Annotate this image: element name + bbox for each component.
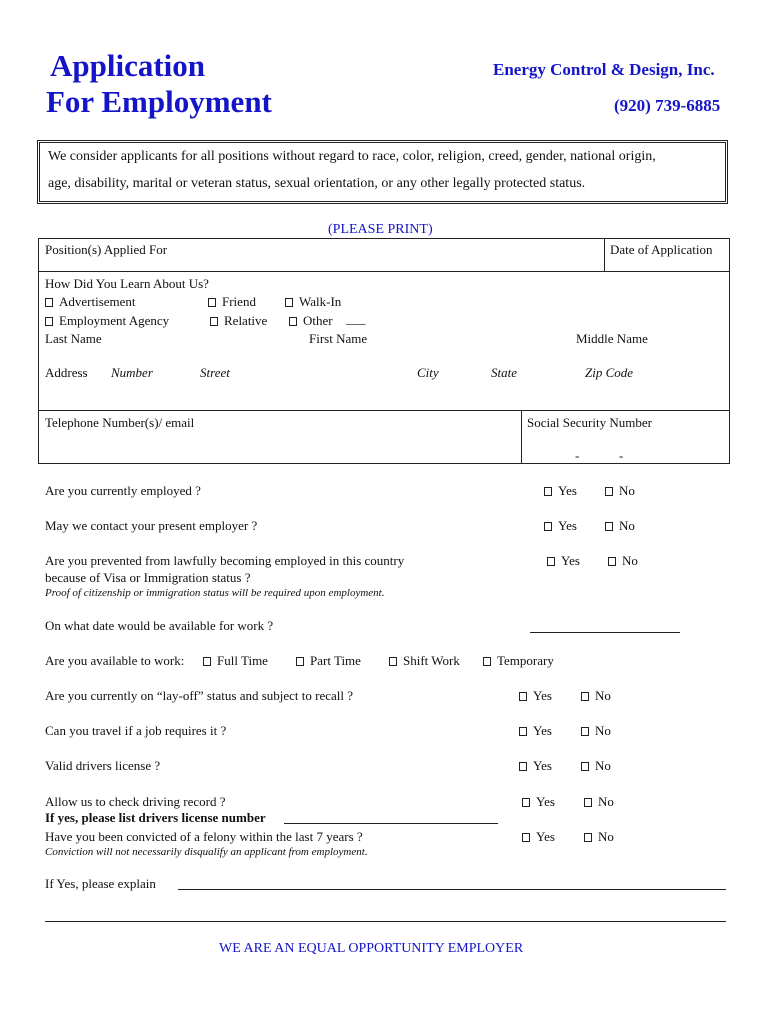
- checkbox-icon: [608, 557, 616, 566]
- date-of-application-field[interactable]: Date of Application: [610, 242, 713, 257]
- address-city-field[interactable]: City: [417, 365, 439, 380]
- record-yes-checkbox[interactable]: Yes: [522, 794, 555, 810]
- contact-yes-checkbox[interactable]: Yes: [544, 518, 577, 534]
- telephone-email-field[interactable]: Telephone Number(s)/ email: [45, 415, 195, 430]
- ssn-dash-2: -: [619, 448, 624, 463]
- checkbox-icon: [584, 798, 592, 807]
- license-number-input-line[interactable]: [284, 823, 498, 824]
- checkbox-icon: [522, 798, 530, 807]
- q-layoff: Are you currently on “lay-off” status and subject to recall ?: [45, 688, 354, 703]
- checkbox-icon: [605, 522, 613, 531]
- address-number-field[interactable]: Number: [111, 365, 153, 380]
- felony-note: Conviction will not necessarily disqualify an applicant from employment.: [45, 846, 368, 858]
- q-available-to-work: Are you available to work:: [45, 653, 185, 668]
- license-number-label: If yes, please list drivers license number: [45, 810, 266, 825]
- checkbox-icon: [289, 317, 297, 326]
- checkbox-icon: [45, 298, 53, 307]
- available-date-input-line[interactable]: [530, 632, 680, 633]
- q-available-date: On what date would be available for work ?: [45, 618, 274, 633]
- notice-line-1: We consider applicants for all positions without regard to race, color, religion, creed, gender, national origin,: [48, 149, 656, 164]
- visa-note: Proof of citizenship or immigration status will be required upon employment.: [45, 587, 385, 599]
- last-name-field[interactable]: Last Name: [45, 331, 102, 346]
- first-name-field[interactable]: First Name: [309, 331, 368, 346]
- felony-no-checkbox[interactable]: No: [584, 829, 614, 845]
- position-field[interactable]: Position(s) Applied For: [45, 242, 168, 257]
- part-time-checkbox[interactable]: Part Time: [296, 653, 361, 669]
- address-zip-field[interactable]: Zip Code: [585, 365, 634, 380]
- checkbox-icon: [544, 487, 552, 496]
- record-no-checkbox[interactable]: No: [584, 794, 614, 810]
- checkbox-icon: [584, 833, 592, 842]
- checkbox-icon: [519, 727, 527, 736]
- shift-work-checkbox[interactable]: Shift Work: [389, 653, 460, 669]
- checkbox-icon: [296, 657, 304, 666]
- q-travel: Can you travel if a job requires it ?: [45, 723, 227, 738]
- other-checkbox[interactable]: Other: [289, 313, 333, 329]
- form-title-line1: Application: [50, 48, 206, 83]
- checkbox-icon: [581, 762, 589, 771]
- form-title-line2: For Employment: [46, 84, 272, 119]
- q-currently-employed: Are you currently employed ?: [45, 483, 201, 498]
- explain-input-line-1[interactable]: [178, 889, 726, 890]
- please-print-label: (PLEASE PRINT): [328, 222, 433, 237]
- contact-no-checkbox[interactable]: No: [605, 518, 635, 534]
- checkbox-icon: [547, 557, 555, 566]
- walkin-checkbox[interactable]: Walk-In: [285, 294, 341, 310]
- checkbox-icon: [519, 692, 527, 701]
- license-no-checkbox[interactable]: No: [581, 758, 611, 774]
- company-phone: (920) 739-6885: [614, 96, 721, 115]
- layoff-yes-checkbox[interactable]: Yes: [519, 688, 552, 704]
- eeo-notice-box: [37, 140, 728, 204]
- license-yes-checkbox[interactable]: Yes: [519, 758, 552, 774]
- checkbox-icon: [203, 657, 211, 666]
- visa-no-checkbox[interactable]: No: [608, 553, 638, 569]
- checkbox-icon: [208, 298, 216, 307]
- layoff-no-checkbox[interactable]: No: [581, 688, 611, 704]
- checkbox-icon: [522, 833, 530, 842]
- other-blank[interactable]: ___: [346, 311, 366, 326]
- advertisement-checkbox[interactable]: Advertisement: [45, 294, 136, 310]
- friend-checkbox[interactable]: Friend: [208, 294, 256, 310]
- address-state-field[interactable]: State: [491, 365, 517, 380]
- employed-yes-checkbox[interactable]: Yes: [544, 483, 577, 499]
- ssn-field[interactable]: Social Security Number: [527, 415, 652, 430]
- travel-yes-checkbox[interactable]: Yes: [519, 723, 552, 739]
- notice-line-2: age, disability, marital or veteran status, sexual orientation, or any other legally protected status.: [48, 176, 586, 191]
- full-time-checkbox[interactable]: Full Time: [203, 653, 268, 669]
- employment-agency-checkbox[interactable]: Employment Agency: [45, 313, 169, 329]
- checkbox-icon: [285, 298, 293, 307]
- checkbox-icon: [389, 657, 397, 666]
- q-visa-line-1: Are you prevented from lawfully becoming employed in this country: [45, 553, 405, 568]
- q-contact-employer: May we contact your present employer ?: [45, 518, 258, 533]
- middle-name-field[interactable]: Middle Name: [576, 331, 648, 346]
- q-visa-line-2: because of Visa or Immigration status ?: [45, 570, 251, 585]
- travel-no-checkbox[interactable]: No: [581, 723, 611, 739]
- checkbox-icon: [581, 727, 589, 736]
- relative-checkbox[interactable]: Relative: [210, 313, 267, 329]
- checkbox-icon: [210, 317, 218, 326]
- learn-about-us-label: How Did You Learn About Us?: [45, 276, 209, 291]
- temporary-checkbox[interactable]: Temporary: [483, 653, 554, 669]
- visa-yes-checkbox[interactable]: Yes: [547, 553, 580, 569]
- address-label: Address: [45, 365, 88, 380]
- checkbox-icon: [605, 487, 613, 496]
- checkbox-icon: [483, 657, 491, 666]
- eeo-footer: WE ARE AN EQUAL OPPORTUNITY EMPLOYER: [219, 941, 524, 956]
- explain-input-line-2[interactable]: [45, 921, 726, 922]
- checkbox-icon: [581, 692, 589, 701]
- q-drivers-license: Valid drivers license ?: [45, 758, 161, 773]
- q-driving-record: Allow us to check driving record ?: [45, 794, 226, 809]
- company-name: Energy Control & Design, Inc.: [493, 60, 715, 79]
- felony-yes-checkbox[interactable]: Yes: [522, 829, 555, 845]
- checkbox-icon: [519, 762, 527, 771]
- explain-label: If Yes, please explain: [45, 876, 156, 891]
- q-felony: Have you been convicted of a felony within the last 7 years ?: [45, 829, 363, 844]
- employed-no-checkbox[interactable]: No: [605, 483, 635, 499]
- checkbox-icon: [45, 317, 53, 326]
- ssn-dash-1: -: [575, 448, 580, 463]
- checkbox-icon: [544, 522, 552, 531]
- address-street-field[interactable]: Street: [200, 365, 230, 380]
